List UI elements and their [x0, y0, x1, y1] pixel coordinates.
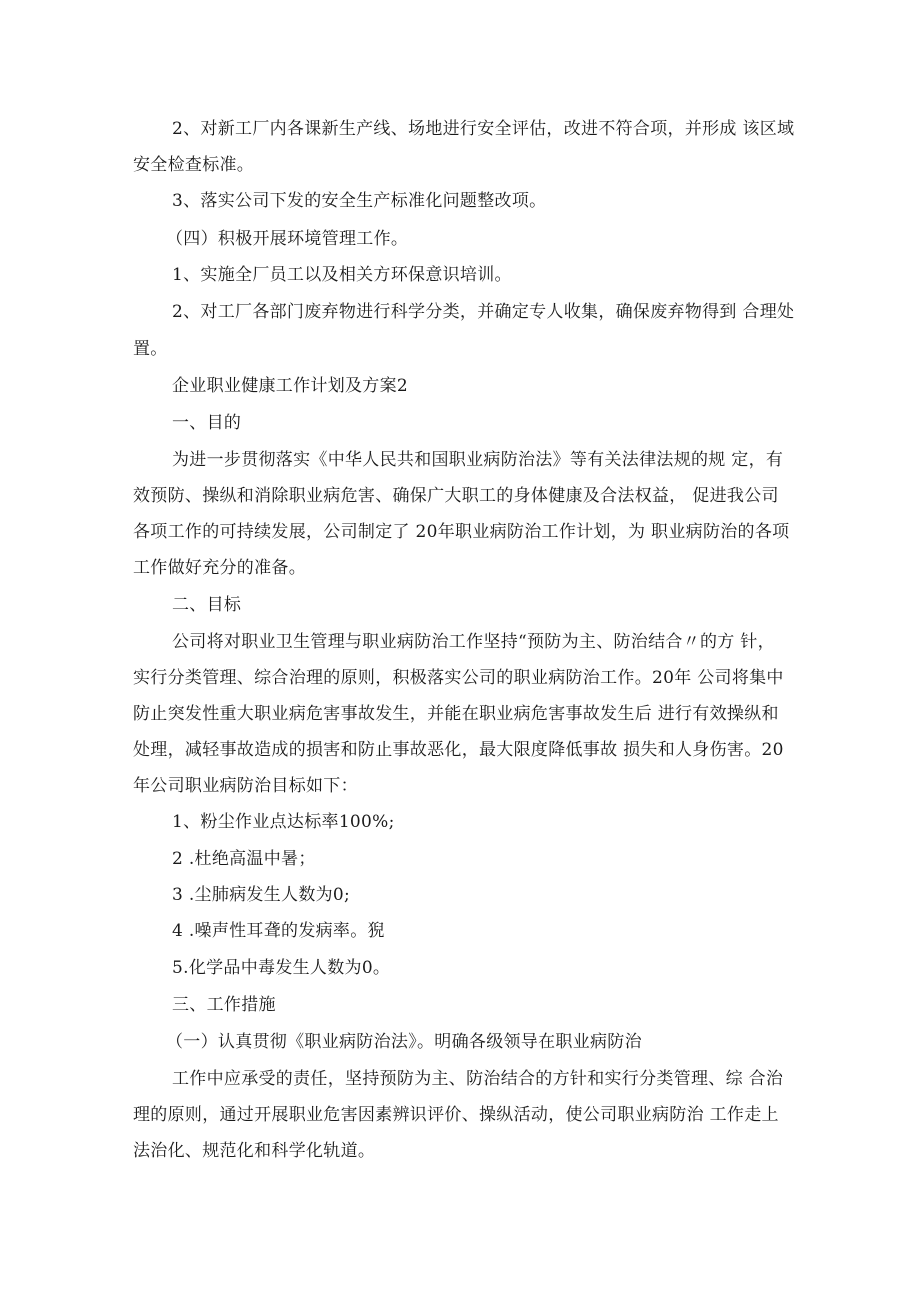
paragraph-line: 为进一步贯彻落实《中华人民共和国职业病防治法》等有关法律法规的规 定，有 — [172, 450, 784, 470]
paragraph-line: 3、落实公司下发的安全生产标准化问题整改项。 — [172, 191, 547, 211]
list-item: 4 .噪声性耳聋的发病率。猊 — [172, 921, 385, 941]
subsection-heading: （一）认真贯彻《职业病防治法》。明确各级领导在职业病防治 — [166, 1032, 642, 1052]
paragraph-line: 防止突发性重大职业病危害事故发生，并能在职业病危害事故发生后 进行有效操纵和 — [133, 704, 779, 724]
paragraph-line: 实行分类管理、综合治理的原则，积极落实公司的职业病防治工作。20年 公司将集中 — [133, 668, 784, 688]
paragraph-line: 法治化、规范化和科学化轨道。 — [133, 1141, 376, 1161]
paragraph-line: 2、对工厂各部门废弃物进行科学分类，并确定专人收集，确保废弃物得到 合理处 — [172, 302, 795, 322]
list-item: 1、粉尘作业点达标率100%; — [172, 812, 395, 832]
paragraph-line: 工作中应承受的责任，坚持预防为主、防治结合的方针和实行分类管理、综 合治 — [172, 1069, 784, 1089]
list-item: 5.化学品中毒发生人数为0。 — [172, 958, 391, 978]
list-item: 3 .尘肺病发生人数为0; — [172, 885, 351, 905]
section-heading: （四）积极开展环境管理工作。 — [166, 229, 409, 249]
paragraph-line: 公司将对职业卫生管理与职业病防治工作坚持“预防为主、防治结合〃的方 针， — [172, 632, 775, 652]
paragraph-line: 年公司职业病防治目标如下： — [133, 776, 358, 796]
paragraph-line: 理的原则，通过开展职业危害因素辨识评价、操纵活动，使公司职业病防治 工作走上 — [133, 1105, 779, 1125]
paragraph-line: 安全检查标准。 — [133, 155, 255, 175]
paragraph-line: 处理，减轻事故造成的损害和防止事故恶化，最大限度降低事故 损失和人身伤害。20 — [133, 740, 784, 760]
paragraph-line: 效预防、操纵和消除职业病危害、确保广大职工的身体健康及合法权益， 促进我公司 — [133, 486, 779, 506]
list-item: 2 .杜绝高温中暑； — [172, 849, 316, 869]
section-heading: 一、目的 — [172, 413, 242, 433]
paragraph-line: 1、实施全厂员工以及相关方环保意识培训。 — [172, 265, 512, 285]
document-title: 企业职业健康工作计划及方案2 — [172, 376, 409, 396]
paragraph-line: 2、对新工厂内各课新生产线、场地进行安全评估，改进不符合项，并形成 该区域 — [172, 119, 795, 139]
paragraph-line: 置。 — [133, 339, 168, 359]
paragraph-line: 工作做好充分的准备。 — [133, 558, 306, 578]
paragraph-line: 各项工作的可持续发展，公司制定了 20年职业病防治工作计划，为 职业病防治的各项 — [133, 522, 790, 542]
section-heading: 三、工作措施 — [172, 995, 276, 1015]
section-heading: 二、目标 — [172, 595, 242, 615]
